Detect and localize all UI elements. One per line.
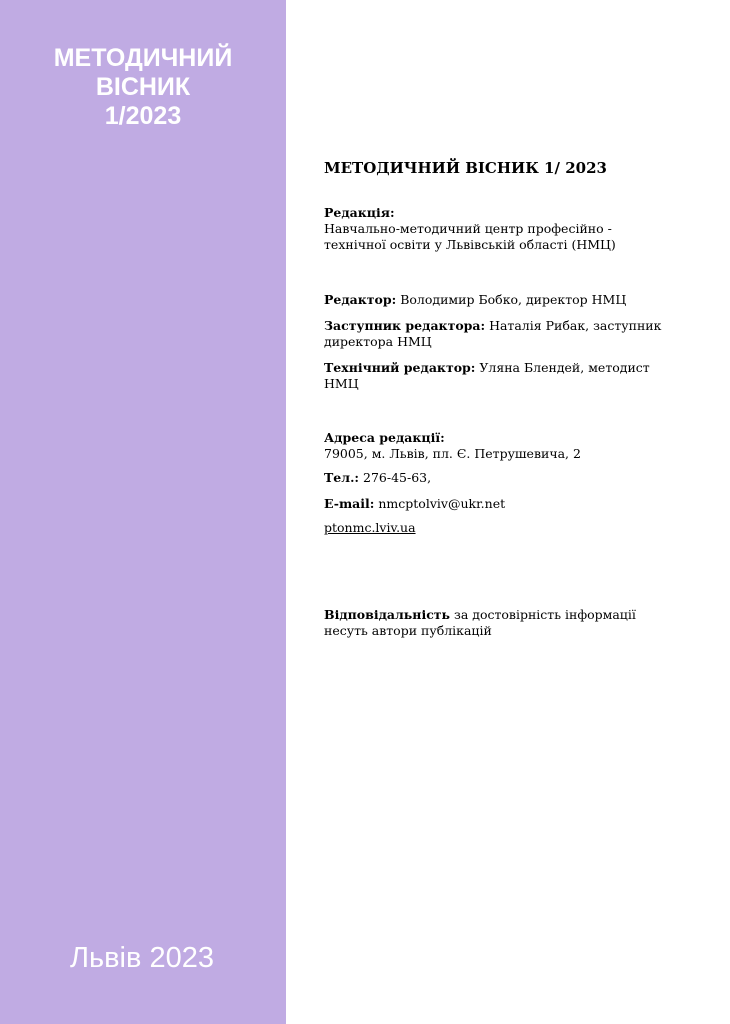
email-value: nmcptolviv@ukr.net <box>374 496 506 511</box>
deputy-editor-value: директора НМЦ <box>324 334 432 349</box>
phone-value: 276-45-63, <box>359 470 432 485</box>
email-label: E-mail: <box>324 496 375 511</box>
sidebar-footer: Львів 2023 <box>70 942 214 974</box>
sidebar-title <box>0 44 286 131</box>
editorial-block <box>324 205 680 253</box>
editor-block <box>324 292 680 308</box>
deputy-editor-value: Наталія Рибак, заступник <box>485 318 662 333</box>
technical-editor-value: Уляна Блендей, методист <box>475 360 650 375</box>
sidebar-title-line: 1/2023 <box>104 102 182 130</box>
sidebar-title-line: МЕТОДИЧНИЙ <box>53 44 233 72</box>
technical-editor-value: НМЦ <box>324 376 359 391</box>
editorial-value: технічної освіти у Львівській області (НМЦ) <box>324 237 616 252</box>
phone-block <box>324 470 680 486</box>
website-block <box>324 520 680 536</box>
email-block <box>324 496 680 512</box>
responsibility-value: несуть автори публікацій <box>324 623 492 638</box>
responsibility-value: за достовірність інформації <box>450 607 636 622</box>
deputy-editor-block <box>324 318 680 350</box>
deputy-editor-label: Заступник редактора: <box>324 318 486 333</box>
phone-label: Тел.: <box>324 470 360 485</box>
technical-editor-label: Технічний редактор: <box>324 360 476 375</box>
address-block <box>324 430 680 462</box>
technical-editor-block <box>324 360 680 392</box>
sidebar-title-line: ВІСНИК <box>95 73 191 101</box>
sidebar <box>0 0 286 1024</box>
responsibility-label: Відповідальність <box>324 607 451 622</box>
editorial-label: Редакція: <box>324 205 395 220</box>
document-title: МЕТОДИЧНИЙ ВІСНИК 1/ 2023 <box>324 159 607 177</box>
address-label: Адреса редакції: <box>324 430 445 445</box>
editorial-value: Навчально-методичний центр професійно - <box>324 221 612 236</box>
editor-label: Редактор: <box>324 292 397 307</box>
editor-value: Володимир Бобко, директор НМЦ <box>396 292 627 307</box>
address-value: 79005, м. Львів, пл. Є. Петрушевича, 2 <box>324 446 581 461</box>
website-link[interactable]: ptonmc.lviv.ua <box>324 520 416 535</box>
responsibility-block <box>324 607 680 639</box>
